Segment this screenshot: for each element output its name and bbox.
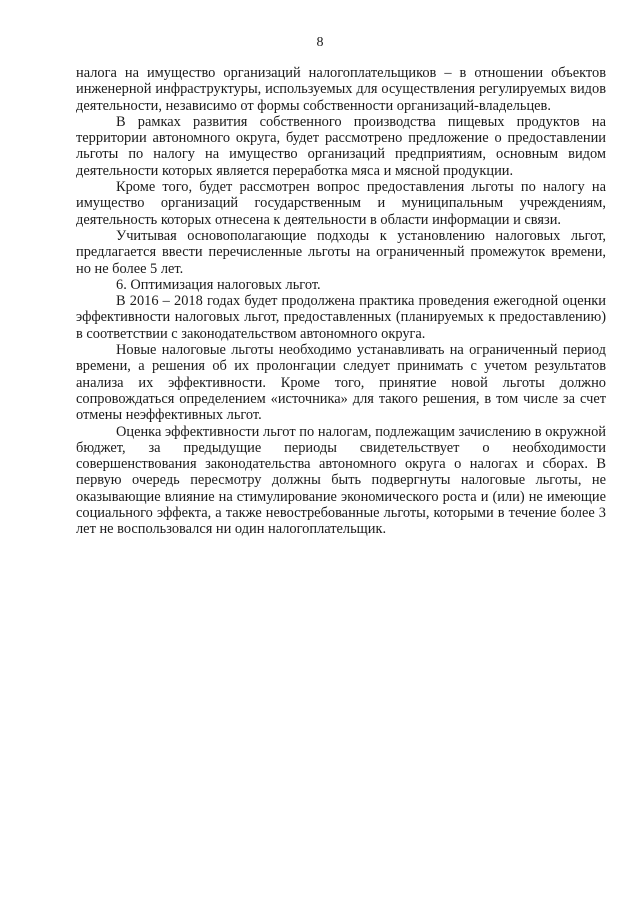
paragraph-continuation: налога на имущество организаций налогоплательщиков – в отношении объектов инженерной инфраструктуры, используемых для осуществления регулируемых видов деятельности, независимо от формы собственности организаций-владельцев. [76, 65, 606, 114]
section-heading-optimization: 6. Оптимизация налоговых льгот. [116, 276, 321, 293]
paragraph-limited-period: Учитывая основополагающие подходы к установлению налоговых льгот, предлагается ввести перечисленные льготы на ограниченный промежуток времени, но не более 5 лет. [76, 227, 606, 277]
page-number: 8 [316, 35, 324, 50]
paragraph-new-benefits: Новые налоговые льготы необходимо устанавливать на ограниченный период времени, а решения об их пролонгации следует принимать с учетом результатов анализа их эффективности. Кроме того, принятие новой льготы должно сопровождаться определением «источника» для такого решения, в том числе за счет отмены неэффективных льгот. [76, 342, 606, 424]
paragraph-state-institutions: Кроме того, будет рассмотрен вопрос предоставления льготы по налогу на имущество организаций государственным и муниципальным учреждениям, деятельность которых отнесена к деятельности в области информации и связи. [76, 179, 606, 228]
paragraph-food-production: В рамках развития собственного производства пищевых продуктов на территории автономного округа, будет рассмотрено предложение о предоставлении льготы по налогу на имущество организаций предприятиям, основным видом деятельности которых является переработка мяса и мясной продукции. [76, 113, 606, 179]
paragraph-efficiency-review: Оценка эффективности льгот по налогам, подлежащим зачислению в окружной бюджет, за предыдущие периоды свидетельствует о необходимости совершенствования законодательства автономного округа о налогах и сборах. В первую очередь пересмотру должны быть подвергнуты налоговые льготы, не оказывающие влияние на стимулирование экономического роста и (или) не имеющие социального эффекта, а также невостребованные льготы, которыми в течение более 3 лет не воспользовался ни один налогоплательщик. [76, 423, 606, 538]
paragraph-annual-assessment: В 2016 – 2018 годах будет продолжена практика проведения ежегодной оценки эффективности налоговых льгот, предоставленных (планируемых к предоставлению) в соответствии с законодательством автономного округа. [76, 293, 606, 342]
document-body [76, 65, 606, 538]
